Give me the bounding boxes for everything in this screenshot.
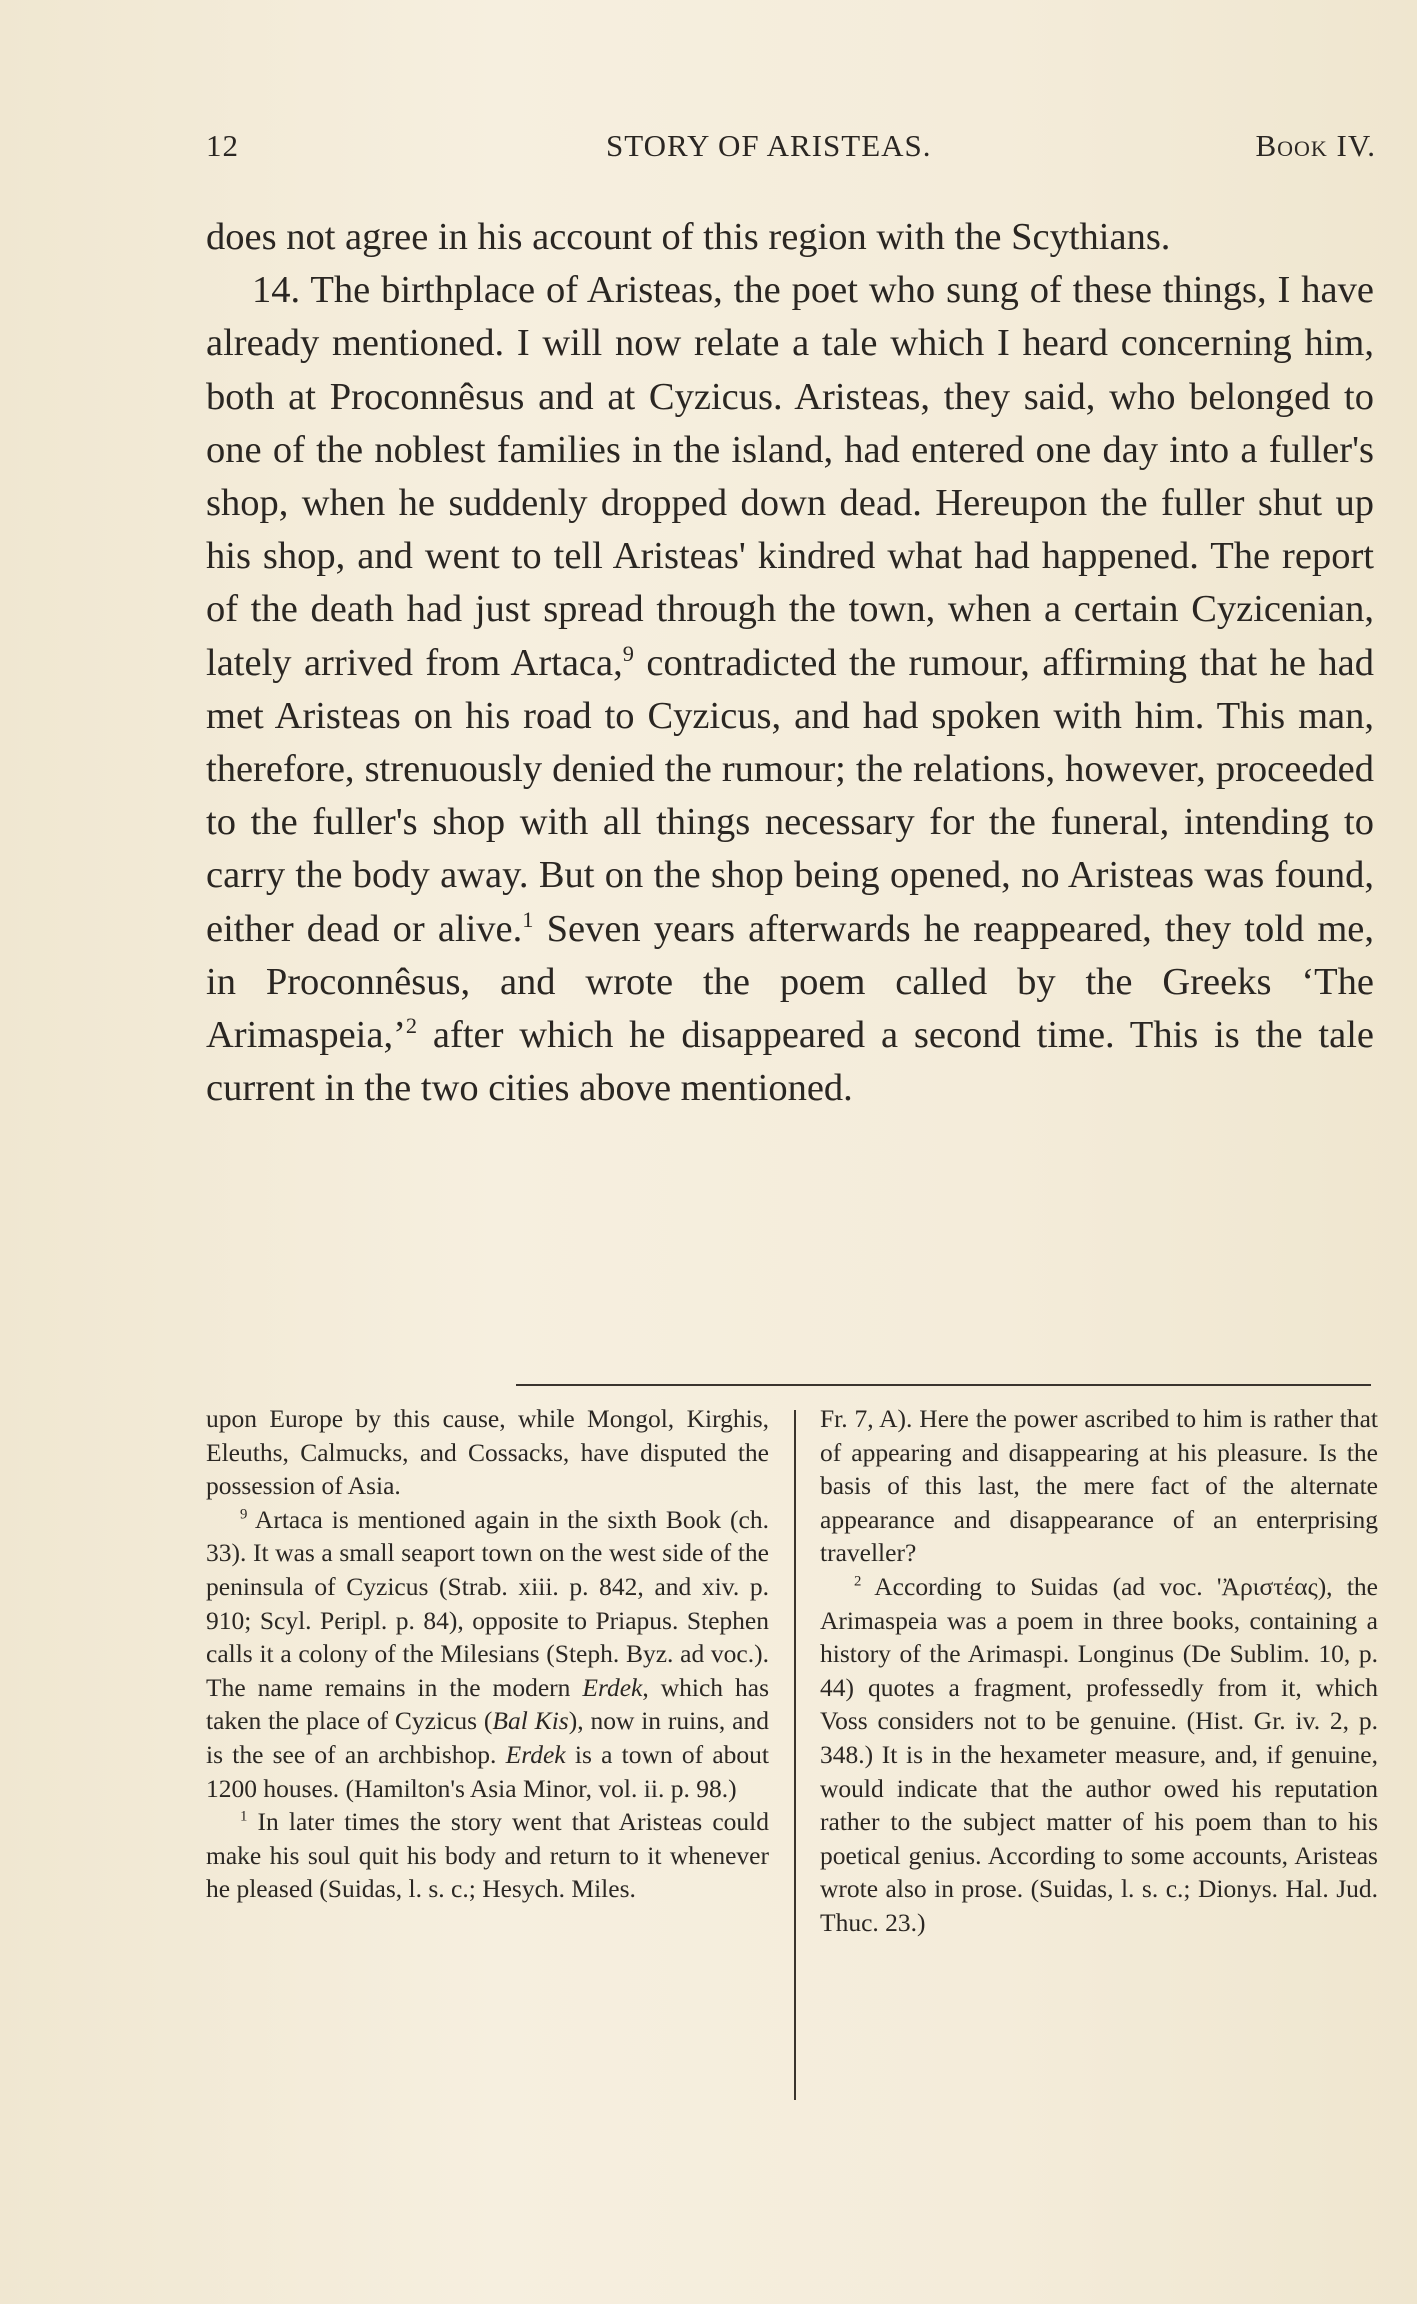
column-divider: [794, 1410, 796, 2100]
running-title: STORY OF ARISTEAS.: [606, 128, 932, 163]
footnote-9: [206, 1503, 769, 1805]
footnote-marker: 9: [240, 1506, 248, 1523]
footnote-text: ), now in ruins, and is the see of an archbishop.: [206, 1706, 769, 1769]
footnote-1: [206, 1805, 769, 1906]
main-text: [206, 211, 1374, 1115]
footnote-text: is a town of about 1200 houses. (Hamilton's Asia Minor, vol. ii. p. 98.): [206, 1739, 769, 1803]
footnote-column-right: [820, 1402, 1378, 1940]
footnote-italic: Bal Kis: [492, 1706, 569, 1736]
paragraph-continued: does not agree in his account of this region with the Scythians.: [206, 216, 1171, 258]
paragraph-text: Seven years afterwards he reappeared, they told me, in Proconnêsus, and wrote the poem called by the Greeks ‘The Arimaspeia,’: [206, 907, 1374, 1057]
book-label: Book IV.: [1255, 128, 1376, 163]
footnote-text: , which has taken the place of Cyzicus (: [206, 1672, 770, 1736]
footnote-text: According to Suidas (ad voc. 'Ἀριστέας), the Arimaspeia was a poem in three books, containing a history of the Arimaspi. Longinus (De Sublim. 10, p. 44) quotes a fragment, professedly from it, which Voss considers not to be genuine. (Hist. Gr. iv. 2, p. 348.) It is in the hexameter measure, and, if genuine, would indicate that the author owed his reputation rather to the subject matter of his poem than to his poetical genius. According to some accounts, Aristeas wrote also in prose. (Suidas, l. s. c.; Dionys. Hal. Jud. Thuc. 23.): [820, 1571, 1378, 1937]
footnote-ref-9: 9: [622, 640, 634, 666]
footnote-marker: 2: [854, 1573, 862, 1590]
footnote-text: Artaca is mentioned again in the sixth Book (ch. 33). It was a small seaport town on the west side of the peninsula of Cyzicus (Strab. xiii. p. 842, and xiv. p. 910; Scyl. Peripl. p. 84), opposite to Priapus. Stephen calls it a colony of the Milesians (Steph. Byz. ad voc.). The name remains in the modern: [206, 1504, 769, 1702]
footnote-italic: Erdek: [582, 1672, 643, 1702]
footnote-separator: [516, 1384, 1371, 1386]
running-header: [206, 128, 1376, 172]
paragraph-14: [206, 264, 1374, 1115]
footnote-continued: upon Europe by this cause, while Mongol, Kirghis, Eleuths, Calmucks, and Cossacks, have disputed the possession of Asia.: [206, 1404, 769, 1501]
footnote-2: [820, 1570, 1378, 1940]
paragraph-text: contradicted the rumour, affirming that he had met Aristeas on his road to Cyzicus, and had spoken with him. This man, therefore, strenuously denied the rumour; the relations, however, proceeded to the fuller's shop with all things necessary for the funeral, intending to carry the body away. But on the shop being opened, no Aristeas was found, either dead or alive.: [206, 641, 1374, 950]
paragraph-text: 14. The birthplace of Aristeas, the poet who sung of these things, I have already mentioned. I will now relate a tale which I heard concerning him, both at Proconnêsus and at Cyzicus. Aristeas, they said, who belonged to one of the noblest families in the island, had entered one day into a fuller's shop, when he suddenly dropped down dead. Hereupon the fuller shut up his shop, and went to tell Aristeas' kindred what had happened. The report of the death had just spread through the town, when a certain Cyzicenian, lately arrived from Artaca,: [206, 269, 1374, 684]
footnote-italic: Erdek: [505, 1739, 566, 1769]
page-number: 12: [206, 128, 239, 163]
footnote-ref-2: 2: [405, 1013, 418, 1039]
footnote-continued: Fr. 7, A). Here the power ascribed to him is rather that of appearing and disappearing at his pleasure. Is the basis of this last, the mere fact of the alternate appearance and disappearance of an enterprising traveller?: [820, 1404, 1378, 1568]
footnotes: [206, 1402, 1378, 2122]
footnote-column-left: [206, 1402, 769, 1906]
footnote-text: In later times the story went that Aristeas could make his soul quit his body and return to it whenever he pleased (Suidas, l. s. c.; Hesych. Miles.: [206, 1807, 769, 1904]
paragraph-text: after which he disappeared a second time. This is the tale current in the two cities above mentioned.: [206, 1014, 1374, 1110]
footnote-marker: 1: [240, 1808, 248, 1825]
footnote-ref-1: 1: [522, 906, 534, 932]
